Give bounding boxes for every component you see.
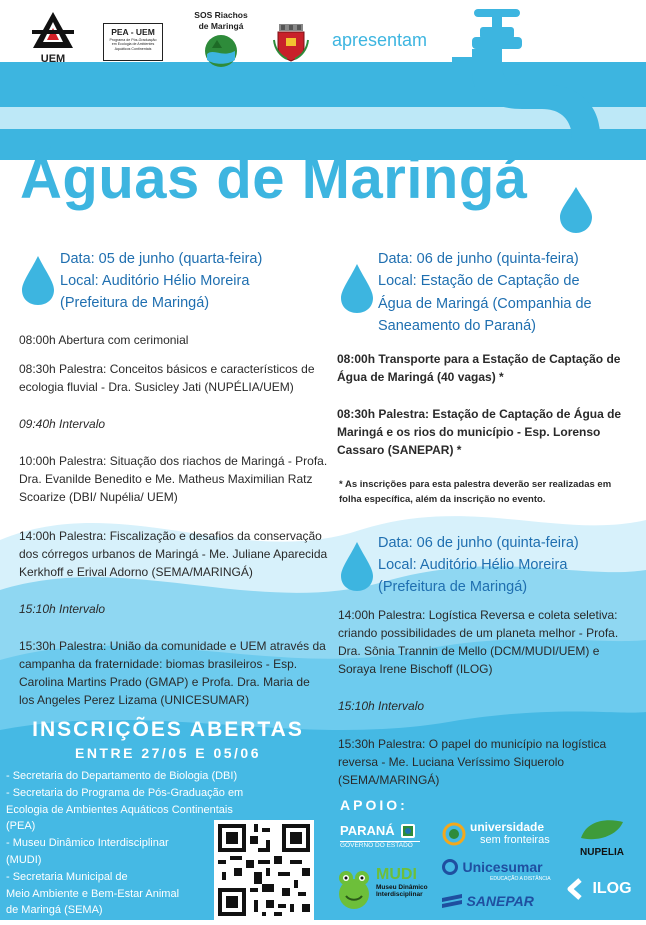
ilog-name: ILOG [592, 880, 632, 897]
day3-place-1: Local: Auditório Hélio Moreira [378, 557, 568, 573]
registration-place-line: (PEA) [6, 820, 36, 833]
day3-drop-icon [339, 540, 375, 592]
day3-item-3: 15:30h Palestra: O papel do município na logística reversa - Me. Luciana Veríssimo Siquerolo (SEMA/MARINGÁ) [338, 737, 607, 787]
day1-item-3: 09:40h Intervalo [19, 417, 106, 431]
day2-place-1: Local: Estação de Captação de [378, 273, 580, 289]
sponsor-usf [442, 820, 558, 846]
uem-logo [28, 10, 78, 65]
registration-title: INSCRIÇÕES ABERTAS [32, 718, 304, 741]
day2-place-2: Água de Maringá (Companhia de [378, 296, 592, 312]
usf-line-2: sem fronteiras [480, 834, 550, 846]
sos-title: SOS Riachos de Maringá [194, 10, 248, 31]
registration-place-line: Meio Ambiente e Bem-Estar Animal [6, 887, 180, 900]
day3-place-2: (Prefeitura de Maringá) [378, 579, 528, 595]
mudi-name: MUDI [376, 866, 417, 883]
day2-note: * As inscrições para esta palestra deverão ser realizadas em folha específica, além da inscrição no evento. [339, 479, 612, 505]
registration-qr-code[interactable] [214, 820, 314, 920]
sponsor-mudi [336, 866, 432, 898]
sos-riachos-logo [188, 10, 254, 73]
mudi-subtitle-2: Interdisciplinar [376, 891, 423, 898]
pea-subtitle: Programa de Pós-Graduação em Ecologia de Ambientes Aquáticos Continentais [109, 38, 157, 51]
registration-dates: ENTRE 27/05 E 05/06 [74, 745, 262, 761]
usf-globe-icon [442, 822, 466, 846]
day2-drop-icon [339, 262, 375, 314]
day3-item-2: 15:10h Intervalo [338, 699, 425, 713]
uem-emblem-icon [30, 10, 76, 50]
usf-line-1: universidade [470, 820, 545, 834]
sponsor-parana [340, 822, 430, 849]
mudi-frog-icon [336, 866, 372, 912]
day1-drop-icon [20, 254, 56, 306]
day3-date: Data: 06 de junho (quinta-feira) [378, 535, 579, 551]
maringa-coat-of-arms-icon [273, 24, 309, 62]
page-title: Águas de Maringá [20, 146, 528, 211]
sponsor-unicesumar [442, 858, 554, 882]
sponsor-sanepar [442, 892, 552, 910]
day1-item-6: 15:10h Intervalo [19, 602, 106, 616]
mudi-subtitle-1: Museu Dinâmico [376, 884, 428, 891]
unicesumar-logo-icon [442, 859, 458, 875]
sponsor-ilog [566, 878, 638, 900]
parana-flag-icon [401, 824, 415, 838]
day1-item-2: 08:30h Palestra: Conceitos básicos e característicos de ecologia fluvial - Dra. Susicley Jati (NUPÉLIA/UEM) [19, 362, 315, 394]
day1-item-7: 15:30h Palestra: União da comunidade e UEM através da campanha da fraternidade: biomas brasileiros - Esp. Carolina Martins Prado (GMAP) e Profa. Dra. Maria de los Angeles Perez Lizama (UNICESUMAR) [19, 639, 326, 707]
day2-item-2: 08:30h Palestra: Estação de Captação de Água de Maringá e os rios do município - Esp. Lorenso Cassaro (SANEPAR) * [337, 407, 622, 457]
registration-place-line: Ecologia de Ambientes Aquáticos Continentais [6, 803, 233, 816]
sponsor-nupelia [572, 818, 632, 858]
parana-subtitle: GOVERNO DO ESTADO [340, 841, 420, 849]
day1-date: Data: 05 de junho (quarta-feira) [60, 251, 263, 267]
nupelia-leaf-icon [577, 818, 627, 842]
unicesumar-name: Unicesumar [462, 858, 543, 875]
day1-item-1: 08:00h Abertura com cerimonial [19, 333, 189, 347]
day2-place-3: Saneamento do Paraná) [378, 318, 536, 334]
day2-item-1: 08:00h Transporte para a Estação de Captação de Água de Maringá (40 vagas) * [337, 352, 621, 384]
ilog-chevron-icon [566, 878, 588, 900]
day2-date: Data: 06 de junho (quinta-feira) [378, 251, 579, 267]
registration-place-line: - Museu Dinâmico Interdisciplinar [6, 837, 169, 850]
qr-code-icon [214, 820, 314, 920]
day1-item-4: 10:00h Palestra: Situação dos riachos de Maringá - Profa. Dra. Evanilde Benedito e Me. Matheus Maximilian Ratz Scoarize (DBI/ Nupélia/ UEM) [19, 454, 328, 504]
registration-place-line: - Secretaria do Departamento de Biologia (DBI) [6, 770, 238, 782]
presents-text: apresentam [332, 30, 428, 50]
nupelia-name: NUPELIA [580, 847, 624, 858]
registration-place-line: - Secretaria do Programa de Pós-Graduação em [6, 786, 244, 799]
pea-logo [103, 23, 163, 61]
day3-item-1: 14:00h Palestra: Logística Reversa e coleta seletiva: criando possibilidades de um planeta melhor - Profa. Dra. Sônia Trannin de Mello (DCM/MUDI/UEM) e Soraya Irene Bischoff (ILOG) [338, 608, 619, 676]
registration-place-line: - Secretaria Municipal de [6, 870, 128, 883]
pea-title: PEA - UEM [111, 27, 155, 37]
day1-place-2: (Prefeitura de Maringá) [60, 295, 210, 311]
sanepar-name: SANEPAR [466, 892, 534, 909]
support-title: APOIO: [340, 797, 408, 813]
registration-place-line: (MUDI) [6, 853, 42, 866]
unicesumar-subtitle: EDUCAÇÃO A DISTÂNCIA [490, 876, 551, 882]
registration-place-line: de Maringá (SEMA) [6, 904, 103, 917]
day1-item-5: 14:00h Palestra: Fiscalização e desafios da conservação dos córregos urbanos de Maringá - Me. Juliane Aparecida Kerkhoff e Erival Adorno (SEMA/MARINGÁ) [19, 529, 328, 579]
sanepar-wave-icon [442, 894, 462, 908]
sos-river-icon [204, 34, 238, 68]
uem-label: UEM [40, 53, 66, 65]
day1-place-1: Local: Auditório Hélio Moreira [60, 273, 250, 289]
parana-name: PARANÁ [340, 823, 395, 838]
